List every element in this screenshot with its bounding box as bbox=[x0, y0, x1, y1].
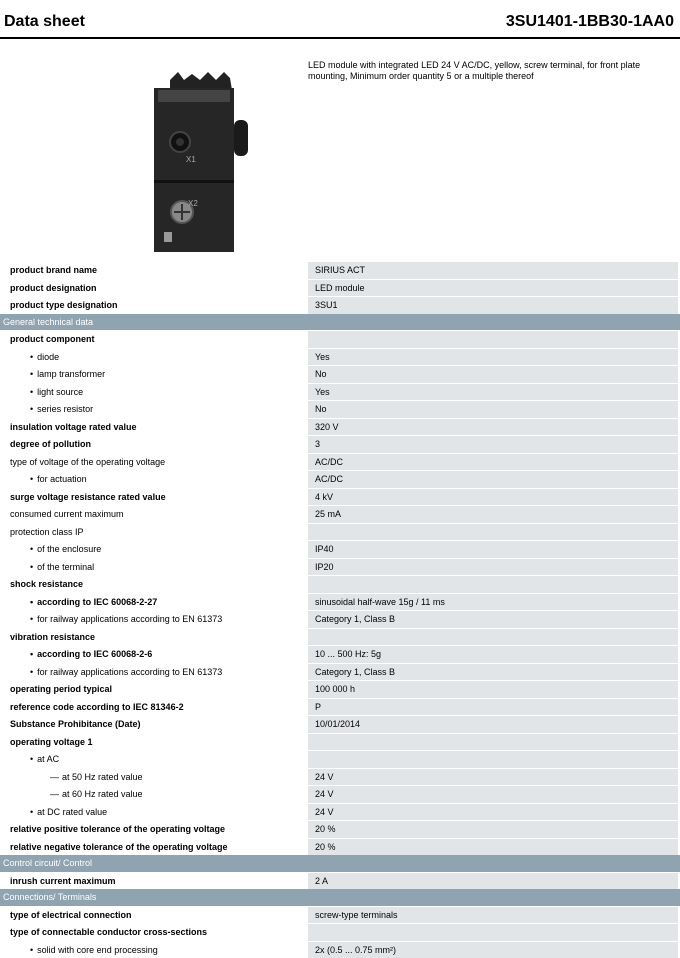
spec-label: • at AC bbox=[30, 751, 59, 768]
spec-row bbox=[0, 645, 680, 663]
spec-row bbox=[0, 750, 680, 768]
spec-label: • solid with core end processing bbox=[30, 942, 158, 958]
spec-value: IP40 bbox=[308, 541, 678, 558]
spec-value: 20 % bbox=[308, 839, 678, 856]
spec-row bbox=[0, 540, 680, 558]
spec-row bbox=[0, 435, 680, 453]
spec-row bbox=[0, 365, 680, 383]
spec-label: • of the enclosure bbox=[30, 541, 101, 558]
spec-row bbox=[0, 872, 680, 890]
spec-label: consumed current maximum bbox=[10, 506, 124, 523]
spec-value: 10/01/2014 bbox=[308, 716, 678, 733]
spec-value: LED module bbox=[308, 280, 678, 297]
spec-value: 24 V bbox=[308, 804, 678, 821]
spec-label: type of connectable conductor cross-sections bbox=[10, 924, 207, 941]
spec-value: Category 1, Class B bbox=[308, 611, 678, 628]
spec-value: sinusoidal half-wave 15g / 11 ms bbox=[308, 594, 678, 611]
spec-value: 100 000 h bbox=[308, 681, 678, 698]
spec-value: 4 kV bbox=[308, 489, 678, 506]
spec-row bbox=[0, 838, 680, 856]
spec-row bbox=[0, 628, 680, 646]
spec-value: 10 ... 500 Hz: 5g bbox=[308, 646, 678, 663]
spec-label: • for railway applications according to EN 61373 bbox=[30, 664, 222, 681]
spec-row bbox=[0, 941, 680, 958]
section-header bbox=[0, 855, 680, 872]
label-x2: X2 bbox=[188, 199, 198, 208]
spec-row bbox=[0, 296, 680, 314]
spec-label: • lamp transformer bbox=[30, 366, 105, 383]
spec-value: 24 V bbox=[308, 786, 678, 803]
spec-row bbox=[0, 923, 680, 941]
spec-value: Yes bbox=[308, 349, 678, 366]
spec-row bbox=[0, 593, 680, 611]
spec-value: Yes bbox=[308, 384, 678, 401]
spec-row bbox=[0, 575, 680, 593]
spec-value bbox=[308, 751, 678, 768]
spec-value: SIRIUS ACT bbox=[308, 262, 678, 279]
spec-label: reference code according to IEC 81346-2 bbox=[10, 699, 184, 716]
product-code: 3SU1401-1BB30-1AA0 bbox=[506, 13, 674, 31]
spec-value: No bbox=[308, 366, 678, 383]
spec-value bbox=[308, 576, 678, 593]
spec-row bbox=[0, 262, 680, 279]
spec-value: 3SU1 bbox=[308, 297, 678, 314]
spec-label: • for actuation bbox=[30, 471, 87, 488]
spec-label: insulation voltage rated value bbox=[10, 419, 137, 436]
header-rule bbox=[0, 37, 680, 39]
spec-label: shock resistance bbox=[10, 576, 83, 593]
spec-label: — at 60 Hz rated value bbox=[50, 786, 143, 803]
spec-value: 24 V bbox=[308, 769, 678, 786]
spec-value: 2x (0.5 ... 0.75 mm²) bbox=[308, 942, 678, 958]
spec-row bbox=[0, 610, 680, 628]
spec-value: 2 A bbox=[308, 873, 678, 890]
spec-value: 20 % bbox=[308, 821, 678, 838]
spec-label: product component bbox=[10, 331, 95, 348]
spec-label: product brand name bbox=[10, 262, 97, 279]
spec-label: relative positive tolerance of the operating voltage bbox=[10, 821, 225, 838]
spec-row bbox=[0, 488, 680, 506]
spec-row bbox=[0, 785, 680, 803]
spec-value: 25 mA bbox=[308, 506, 678, 523]
spec-row bbox=[0, 330, 680, 348]
spec-label: product designation bbox=[10, 280, 97, 297]
page-title: Data sheet bbox=[4, 13, 85, 31]
spec-row bbox=[0, 418, 680, 436]
spec-label: operating period typical bbox=[10, 681, 112, 698]
spec-row bbox=[0, 768, 680, 786]
spec-row bbox=[0, 698, 680, 716]
spec-label: vibration resistance bbox=[10, 629, 95, 646]
spec-label: operating voltage 1 bbox=[10, 734, 93, 751]
page-header bbox=[0, 0, 680, 40]
spec-label: • of the terminal bbox=[30, 559, 94, 576]
spec-value bbox=[308, 629, 678, 646]
spec-label: — at 50 Hz rated value bbox=[50, 769, 143, 786]
spec-row bbox=[0, 383, 680, 401]
spec-label: • for railway applications according to EN 61373 bbox=[30, 611, 222, 628]
spec-value: screw-type terminals bbox=[308, 907, 678, 924]
spec-label: protection class IP bbox=[10, 524, 84, 541]
spec-table bbox=[0, 262, 680, 958]
spec-value: 320 V bbox=[308, 419, 678, 436]
spec-label: • diode bbox=[30, 349, 59, 366]
spec-value bbox=[308, 331, 678, 348]
section-header bbox=[0, 314, 680, 331]
spec-value: AC/DC bbox=[308, 454, 678, 471]
spec-label: degree of pollution bbox=[10, 436, 91, 453]
spec-label: • light source bbox=[30, 384, 83, 401]
spec-row bbox=[0, 279, 680, 297]
spec-label: • according to IEC 60068-2-6 bbox=[30, 646, 152, 663]
spec-label: type of voltage of the operating voltage bbox=[10, 454, 165, 471]
spec-row bbox=[0, 906, 680, 924]
spec-row bbox=[0, 470, 680, 488]
spec-value: P bbox=[308, 699, 678, 716]
spec-row bbox=[0, 820, 680, 838]
section-header bbox=[0, 889, 680, 906]
spec-label: • at DC rated value bbox=[30, 804, 107, 821]
spec-row bbox=[0, 523, 680, 541]
spec-label: surge voltage resistance rated value bbox=[10, 489, 166, 506]
label-x1: X1 bbox=[186, 155, 196, 164]
spec-label: • according to IEC 60068-2-27 bbox=[30, 594, 157, 611]
section-label: General technical data bbox=[3, 314, 93, 331]
section-label: Connections/ Terminals bbox=[3, 889, 96, 906]
spec-value: AC/DC bbox=[308, 471, 678, 488]
spec-value: 3 bbox=[308, 436, 678, 453]
spec-row bbox=[0, 715, 680, 733]
spec-label: Substance Prohibitance (Date) bbox=[10, 716, 141, 733]
spec-row bbox=[0, 733, 680, 751]
spec-value bbox=[308, 524, 678, 541]
spec-value: IP20 bbox=[308, 559, 678, 576]
spec-label: • series resistor bbox=[30, 401, 93, 418]
spec-value: Category 1, Class B bbox=[308, 664, 678, 681]
spec-value bbox=[308, 734, 678, 751]
spec-row bbox=[0, 680, 680, 698]
spec-label: relative negative tolerance of the operating voltage bbox=[10, 839, 228, 856]
spec-row bbox=[0, 663, 680, 681]
spec-row bbox=[0, 803, 680, 821]
spec-row bbox=[0, 348, 680, 366]
spec-label: inrush current maximum bbox=[10, 873, 116, 890]
spec-row bbox=[0, 400, 680, 418]
spec-row bbox=[0, 453, 680, 471]
product-image bbox=[150, 62, 250, 252]
spec-label: type of electrical connection bbox=[10, 907, 132, 924]
spec-value: No bbox=[308, 401, 678, 418]
spec-value bbox=[308, 924, 678, 941]
product-description: LED module with integrated LED 24 V AC/DC, yellow, screw terminal, for front plate mounting, Minimum order quantity 5 or a multiple thereof bbox=[308, 60, 668, 82]
spec-label: product type designation bbox=[10, 297, 118, 314]
spec-row bbox=[0, 558, 680, 576]
spec-row bbox=[0, 505, 680, 523]
section-label: Control circuit/ Control bbox=[3, 855, 92, 872]
